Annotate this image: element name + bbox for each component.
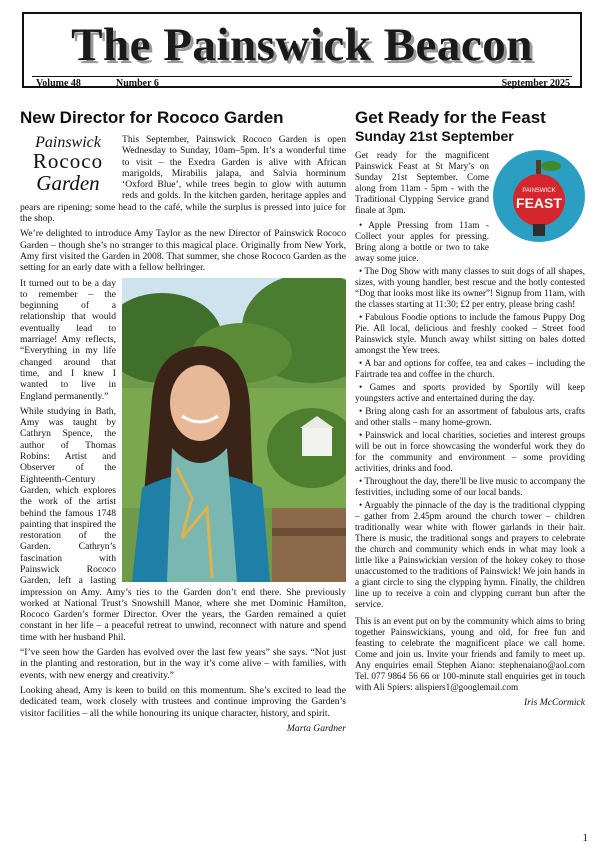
rococo-garden-logo bbox=[20, 134, 116, 196]
rococo-future-paragraph: Looking ahead, Amy is keen to build on this momentum. She’s excited to lead the dedicated team, work closely with trustees and continue improving the Garden’s visitor facilities – all the while honouring its unique character, history, and spirit. bbox=[20, 684, 346, 719]
logo-text-rococo: Rococo bbox=[32, 149, 104, 173]
masthead-divider bbox=[32, 76, 572, 77]
list-item: • Painswick and local charities, societies and interest groups will be out in force showcasing the wonderful work they do for the community and environment – some providing activities, drinks and food. bbox=[355, 430, 585, 474]
logo-text-painswick: Painswick bbox=[35, 134, 101, 151]
list-item: • Throughout the day, there'll be live music to accompany the festivities, including some of our local bands. bbox=[355, 476, 585, 498]
rococo-director-intro-paragraph: We’re delighted to introduce Amy Taylor as the new Director of Painswick Rococo Garden – though she’s no stranger to this magical place. Originally from New York, Amy first visited the Garden in 2008. That summer, she chose Rococo Garden as the setting for an early date with a fellow bellringer. bbox=[20, 228, 346, 274]
feast-date-subhead: Sunday 21st September bbox=[355, 128, 514, 144]
rococo-garden-article bbox=[20, 108, 346, 808]
list-item: • Apple Pressing from 11am - Collect your apples for pressing. Bring along a bottle or two to take away some juice. bbox=[355, 220, 585, 264]
list-item: • Bring along cash for an assortment of fabulous arts, crafts and other stalls – many home-grown. bbox=[355, 406, 585, 428]
page-number: 1 bbox=[582, 832, 588, 844]
rococo-article-body bbox=[20, 134, 346, 734]
volume-label: Volume 48 bbox=[36, 78, 81, 89]
badge-text-painswick: PAINSWICK bbox=[522, 188, 556, 194]
feast-apple-icon bbox=[493, 150, 585, 242]
masthead bbox=[22, 12, 582, 88]
newspaper-title: The Painswick Beacon bbox=[71, 19, 533, 71]
list-item: • Fabulous Foodie options to include the famous Puppy Dog Pie. All local, delicious and freshly cooked – Street food Painswick style. Munch away whilst sitting on bales dotted amongst the Yew trees. bbox=[355, 312, 585, 356]
amy-taylor-photo bbox=[122, 278, 346, 582]
feast-intro-paragraph: Get ready for the magnificent Painswick Feast at St Mary’s on Sunday 21st September. Come along from 11am - 5pm - with the Traditional Clypping Service grand finale at 3pm. bbox=[355, 150, 489, 215]
rococo-reflection-paragraph: It turned out to be a day to remember – the beginning of a relationship that would eventually lead to marriage! Amy reflects, “Everything in my life changed around that time, and I knew I wanted to live in England permanently.” bbox=[20, 277, 116, 402]
list-item: • Arguably the pinnacle of the day is the traditional clypping – gather from 2.45pm around the church tower – children traditionally wear white with flower garlands in their hair. There is music, the traditional songs and prayers to celebrate the church and community which ends in what may look a little like a Painswickian version of the hokey cokey to those unaccustomed to the traditions of Painswick! We join hands in a giant circle to sing the clypping hymn. Finally, the children line up to receive a coin and clypping currant bun after the service. bbox=[355, 500, 585, 610]
rococo-quote-paragraph: “I’ve seen how the Garden has evolved over the last few years” she says. “Not just in the planting and restoration, but in the way it’s come alive – with families, with events, with new energy and creativity.” bbox=[20, 647, 346, 681]
logo-text-garden: Garden bbox=[36, 171, 100, 195]
feast-closing-paragraph: This is an event put on by the community which aims to bring together Painswickians, young and old, for free fun and feasting to celebrate the magnificent place we call home. Come and join us. Invite your friends and family to meet up. Any enquiries email Stephen Aiano: stephenaiano@aol.com Tel. 077 9864 56 66 or 100-minute stall enquiries get in touch with Ali Spiers: alispiers1@googlemail.com bbox=[355, 616, 585, 692]
feast-byline: Iris McCormick bbox=[523, 697, 585, 708]
rococo-byline: Marta Gardner bbox=[286, 722, 346, 734]
list-item: • The Dog Show with many classes to suit dogs of all shapes, sizes, with young handler, best rescue and the hotly contested “Dog that looks most like its owner”! Signup from 11am, with the classes starting at 11:30; £2 per entry, please bring cash! bbox=[355, 266, 585, 310]
rococo-study-paragraph: While studying in Bath, Amy was taught by Cathryn Spence, the author of Thomas Robins: Artist and Observer of the Eighteenth-Century Garden, which explores the work of the artist behind the famous 1748 painting that inspired the restoration of the Garden. Cathryn’s fascination with Painswick Rococo Garden, left a lasting impression on Amy. Amy’s ties to the Garden don’t end there. She previously worked at National Trust’s Snowshill Manor, where she met Dominic Hamilton, Rococo Garden’s former Director. Over the years, the Garden remained a quiet constant in her life – a peaceful retreat to unwind, reconnect with nature and spend time with her husband Phil. bbox=[20, 405, 346, 643]
rococo-article-headline: New Director for Rococo Garden bbox=[20, 108, 284, 127]
garden-portrait-image bbox=[122, 278, 346, 582]
issue-date: September 2025 bbox=[501, 78, 570, 89]
feast-article bbox=[355, 108, 585, 830]
badge-text-feast: FEAST bbox=[516, 195, 562, 211]
list-item: • Games and sports provided by Sportily will keep youngsters active and entertained during the day. bbox=[355, 382, 585, 404]
feast-article-body bbox=[355, 150, 585, 708]
rococo-intro-paragraph: This September, Painswick Rococo Garden is open Wednesday to Sunday, 10am–5pm. It’s a wonderful time to visit – the Exedra Garden is alive with African marigolds, Mirabilis jalapa, and Salvia horminum ‘Oxford Blue’, while trees begin to glow with autumn reds and golds. In the kitchen garden, heritage apples and pears are ripening; some head to the café, while the surplus is pressed into juice for the shop. bbox=[20, 134, 346, 225]
feast-article-headline: Get Ready for the Feast bbox=[355, 108, 546, 127]
painswick-feast-badge bbox=[493, 150, 585, 242]
feast-activities-list bbox=[355, 220, 585, 610]
issue-number-label: Number 6 bbox=[116, 78, 159, 89]
list-item: • A bar and options for coffee, tea and cakes – including the Fairtrade tea and coffee in the church. bbox=[355, 358, 585, 380]
